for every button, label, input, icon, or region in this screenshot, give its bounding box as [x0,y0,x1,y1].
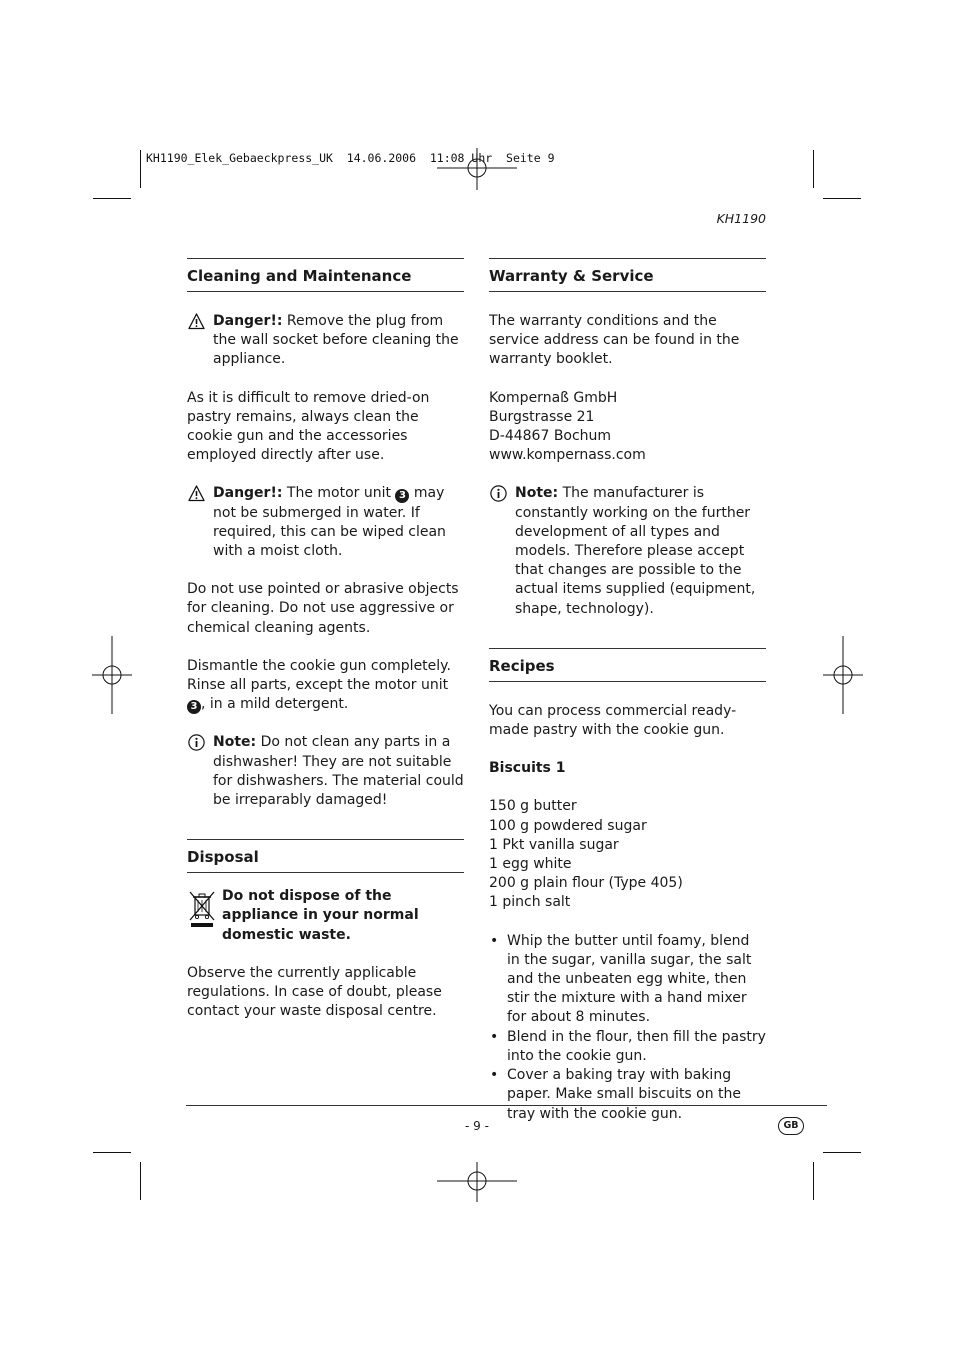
para3-text-b: , in a mild detergent. [201,696,349,713]
part-number-badge: 3 [187,700,201,714]
danger-label: Danger!: [213,485,283,502]
recipes-intro: You can process commercial ready-made pastry with the cookie gun. [489,702,737,739]
warranty-heading: Warranty & Service [489,258,766,292]
ingredients-list [489,797,766,912]
warning-triangle-icon [188,485,205,502]
page-number: - 9 - [465,1119,489,1133]
model-number: KH1190 [716,211,766,226]
address-line: Kompernaß GmbH [489,389,618,406]
note-label: Note: [213,734,257,751]
danger-text-a: The motor unit [282,485,396,502]
cleaning-paragraph-1: As it is difficult to remove dried-on pastry remains, always clean the cookie gun and the accessories employed directly after use. [187,389,430,464]
registration-mark-left [92,636,132,714]
print-slug: KH1190_Elek_Gebaeckpress_UK 14.06.2006 11:08 Uhr Seite 9 [146,151,555,165]
address-line: Burgstrasse 21 [489,408,595,425]
danger-note-motor [187,484,464,561]
danger-text-b: may not be submerged in water. If required, this can be wiped clean with a moist cloth. [213,485,446,560]
disposal-warning-text: Do not dispose of the appliance in your normal domestic waste. [222,888,419,943]
danger-label: Danger!: [213,313,283,329]
recipe-step: • Cover a baking tray with baking paper. Make small biscuits on the tray with the cookie gun. [489,1066,766,1124]
danger-text: Remove the plug from the wall socket before cleaning the appliance. [213,313,459,368]
ingredient-item: 150 g butter [489,798,577,815]
disposal-heading: Disposal [187,839,464,873]
footer-rule [186,1105,827,1106]
ingredient-item: 1 Pkt vanilla sugar [489,836,619,853]
cleaning-heading: Cleaning and Maintenance [187,258,464,292]
para3-text-a: Dismantle the cookie gun completely. Rinse all parts, except the motor unit [187,657,451,694]
recipes-heading: Recipes [489,648,766,682]
note-text: The manufacturer is constantly working on the further development of all types and models. Therefore please accept that changes are possible to the actual items supplied (equipment, shape, technology). [515,485,756,617]
recipe-title: Biscuits 1 [489,760,566,777]
crossed-out-bin-icon [187,889,217,929]
ingredient-item: 100 g powdered sugar [489,817,647,834]
cleaning-paragraph-2: Do not use pointed or abrasive objects for cleaning. Do not use aggressive or chemical cleaning agents. [187,581,459,636]
recipe-step: • Whip the butter until foamy, blend in the sugar, vanilla sugar, the salt and the unbeaten egg white, then stir the mixture with a hand mixer for about 8 minutes. [489,932,766,1028]
warranty-paragraph: The warranty conditions and the service address can be found in the warranty booklet. [489,313,740,368]
recipe-step: • Blend in the flour, then fill the pastry into the cookie gun. [489,1028,766,1066]
cleaning-paragraph-3 [187,657,464,715]
right-column [489,258,766,1124]
ingredient-item: 1 egg white [489,856,572,873]
ingredient-item: 200 g plain flour (Type 405) [489,875,683,892]
info-icon [490,485,507,502]
left-column [187,258,464,1040]
ingredient-item: 1 pinch salt [489,894,571,911]
registration-mark-top [437,148,517,190]
manufacturer-note [489,484,766,618]
note-label: Note: [515,485,559,502]
part-number-badge: 3 [395,489,409,503]
country-badge: GB [778,1117,804,1135]
note-text: Do not clean any parts in a dishwasher! They are not suitable for dishwashers. The material could be irreparably damaged! [213,734,464,809]
recipe-steps [489,932,766,1124]
address-line: D-44867 Bochum [489,428,612,445]
info-icon [188,734,205,751]
warning-triangle-icon [188,313,205,330]
disposal-paragraph: Observe the currently applicable regulations. In case of doubt, please contact your waste disposal centre. [187,964,442,1020]
dishwasher-note [187,733,464,810]
registration-mark-bottom [437,1162,517,1202]
website-link[interactable]: www.kompernass.com [489,447,646,464]
disposal-warning [187,887,464,945]
company-address [489,389,766,466]
danger-note-plug [187,312,464,370]
registration-mark-right [823,636,863,714]
